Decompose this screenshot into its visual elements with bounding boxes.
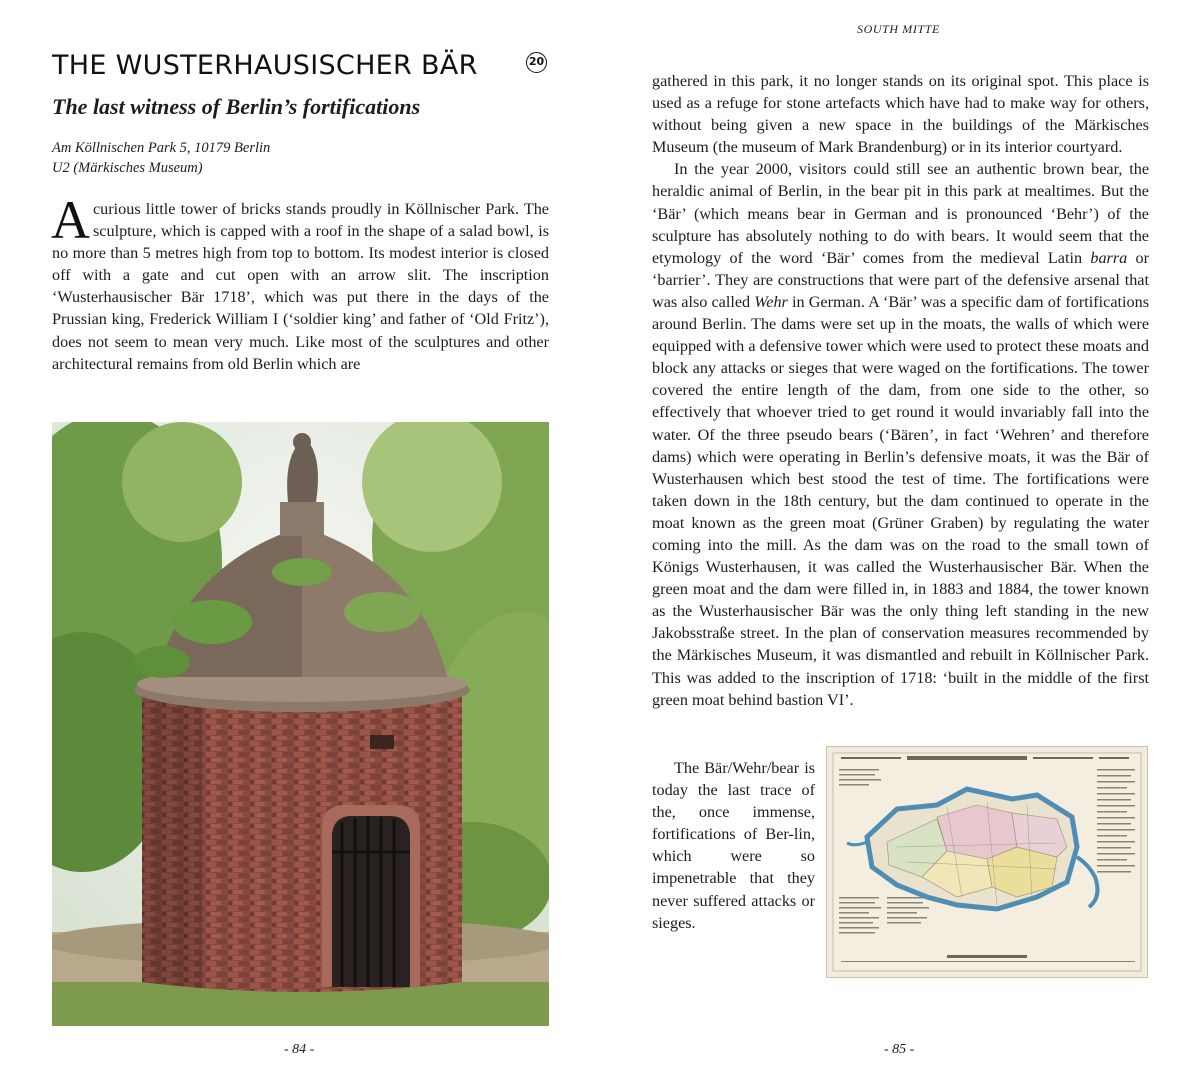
address-block <box>52 139 270 178</box>
chapter-title: THE WUSTERHAUSISCHER BÄR <box>52 50 478 81</box>
chapter-subtitle: The last witness of Berlin’s fortifications <box>52 94 421 119</box>
term-wehr: Wehr <box>754 292 788 311</box>
etymology-text-b: or ‘barrier’. They are constructions that were part of the defensive arsenal that was also called <box>652 248 1150 311</box>
etymology-text-c: in German. A ‘Bär’ was a specific dam of fortifications around Berlin. The dams were set up in the moats, the walls of which were equipped with a defensive tower which were used to protect these moats and block any attacks or sieges that were waged on the fortifications. The tower covered the entire length of the dam, from one side to the other, so effectively that whoever tried to get round it would invariably fall into the water. Of the three pseudo bears (‘Bären’, in fact ‘Wehren’ and therefore dams) which were operating in Berlin’s defensive moats, it was the Bär of Wusterhausen which best stood the test of time. The fortifications were taken down in the 18th century, but the dam continued to operate in the moat known as the green moat (Grüner Graben) by regulating the water coming into the mill. As the dam was on the road to the small town of Königs Wusterhausen, it was called the Wusterhausischer Bär. When the green moat and the dam were filled in, in 1883 and 1884, the tower known as the Wusterhausischer Bär was the only thing left standing in the new Jakobsstraße street. In the plan of conservation measures recommended by the Märkisches Museum, it was dismantled and rebuilt in Köllnischer Park. This was added to the inscription of 1718: ‘built in the middle of the first green moat behind bastion VI’. <box>652 292 1149 709</box>
page-number-left: - 84 - <box>284 1042 315 1057</box>
tower-photo <box>52 422 549 1026</box>
continued-paragraph: gathered in this park, it no longer stands on its original spot. This place is used as a refuge for stone artefacts which have had to make way for others, without being given a new space in the buildings of the Märkisches Museum (the museum of Mark Brandenburg) or in its interior courtyard. <box>652 72 1149 157</box>
right-body-text <box>652 70 1149 711</box>
address-transport: U2 (Märkisches Museum) <box>52 159 203 176</box>
historic-map-image <box>826 746 1148 978</box>
closing-paragraph-block <box>652 757 815 934</box>
drop-cap: A <box>51 190 90 250</box>
page-number-right: - 85 - <box>884 1042 915 1057</box>
intro-paragraph-text: curious little tower of bricks stands proudly in Köllnischer Park. The sculpture, which is capped with a roof in the shape of a salad bowl, is no more than 5 metres high from top to bottom. Its modest interior is closed off with a gate and cut open with an arrow slit. The inscription ‘Wusterhausischer Bär 1718’, which was put there in the days of the Prussian king, Frederick William I (‘soldier king’ and father of ‘Old Fritz’), does not seem to mean very much. Like most of the sculptures and other architectural remains from old Berlin which are <box>52 200 549 373</box>
running-header: SOUTH MITTE <box>857 22 940 36</box>
right-page <box>600 0 1200 1086</box>
term-barra: barra <box>1090 248 1128 267</box>
etymology-text-a: In the year 2000, visitors could still see an authentic brown bear, the heraldic animal of Berlin, in the bear pit in this park at mealtimes. But the ‘Bär’ (which means bear in German and is pronounced ‘Behr’) of the sculpture has absolutely nothing to do with bears. It would seem that the etymology of the word ‘Bär’ comes from the medieval Latin <box>652 160 1149 267</box>
address-street: Am Köllnischen Park 5, 10179 Berlin <box>52 140 271 156</box>
intro-paragraph <box>51 190 549 375</box>
chapter-number-badge: 20 <box>526 52 547 73</box>
left-body-text <box>51 190 549 375</box>
etymology-paragraph <box>652 158 1149 710</box>
closing-paragraph: The Bär/Wehr/bear is today the last trace of the, once immense, fortifications of Ber-lin, which were so impenetrable that they never suffered attacks or sieges. <box>652 759 815 932</box>
